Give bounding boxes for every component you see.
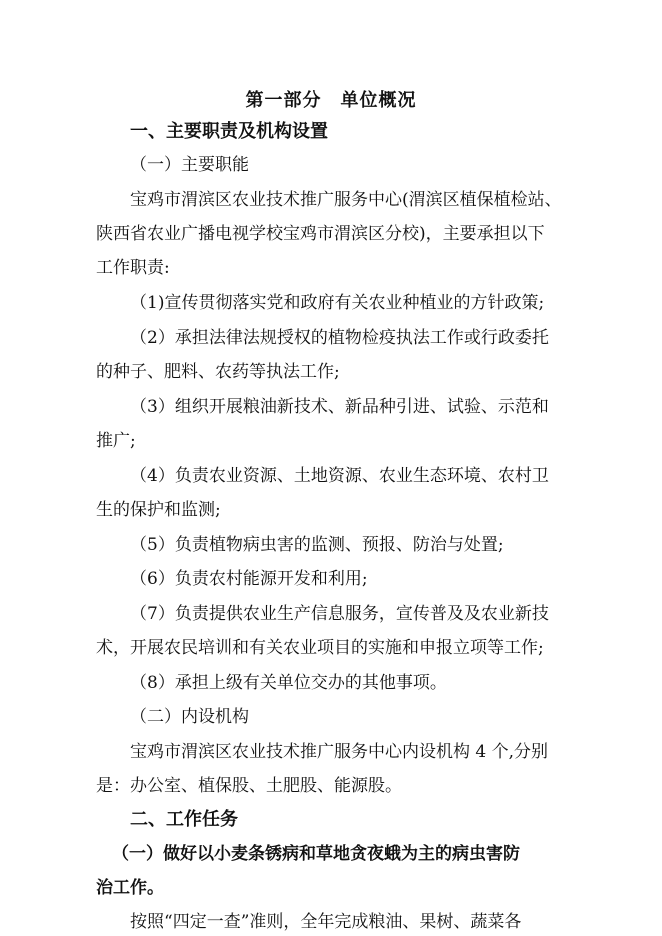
section-heading-2: 二、工作任务 (130, 809, 238, 830)
duty-item-7: （7）负责提供农业生产信息服务，宣传普及及农业新技 (130, 604, 549, 624)
paragraph-line: 工作职责: (96, 258, 170, 278)
section-heading-1: 一、主要职责及机构设置 (130, 121, 328, 142)
document-title: 第一部分 单位概况 (245, 90, 417, 111)
duty-item-6: （6）负责农村能源开发和利用; (130, 569, 368, 589)
paragraph-line: 宝鸡市渭滨区农业技术推广服务中心(渭滨区植保植检站、 (130, 190, 562, 210)
duty-item-1: （1)宣传贯彻落实党和政府有关农业种植业的方针政策; (130, 293, 545, 313)
duty-item-3-cont: 推广; (96, 431, 136, 451)
duty-item-2-cont: 的种子、肥料、农药等执法工作; (96, 362, 340, 382)
duty-item-4: （4）负责农业资源、土地资源、农业生态环境、农村卫 (130, 466, 549, 486)
duty-item-2: （2）承担法律法规授权的植物检疫执法工作或行政委托 (130, 328, 549, 348)
subsection-heading-functions: （一）主要职能 (130, 155, 249, 175)
duty-item-7-cont: 术，开展农民培训和有关农业项目的实施和申报立项等工作; (96, 638, 544, 658)
paragraph-line: 是：办公室、植保股、土肥股、能源股。 (96, 776, 402, 796)
subsection-heading-pest-control-cont: 治工作。 (96, 878, 164, 898)
duty-item-8: （8）承担上级有关单位交办的其他事项。 (130, 673, 447, 693)
paragraph-line: 按照“四定一查”准则，全年完成粮油、果树、蔬菜各 (130, 912, 522, 932)
paragraph-line: 宝鸡市渭滨区农业技术推广服务中心内设机构 4 个,分别 (130, 742, 549, 762)
duty-item-4-cont: 生的保护和监测; (96, 500, 221, 520)
subsection-heading-structure: （二）内设机构 (130, 707, 249, 727)
duty-item-3: （3）组织开展粮油新技术、新品种引进、试验、示范和 (130, 397, 549, 417)
paragraph-line: 陕西省农业广播电视学校宝鸡市渭滨区分校)，主要承担以下 (96, 224, 545, 244)
duty-item-5: （5）负责植物病虫害的监测、预报、防治与处置; (130, 535, 504, 555)
subsection-heading-pest-control: （一）做好以小麦条锈病和草地贪夜蛾为主的病虫害防 (112, 844, 520, 864)
